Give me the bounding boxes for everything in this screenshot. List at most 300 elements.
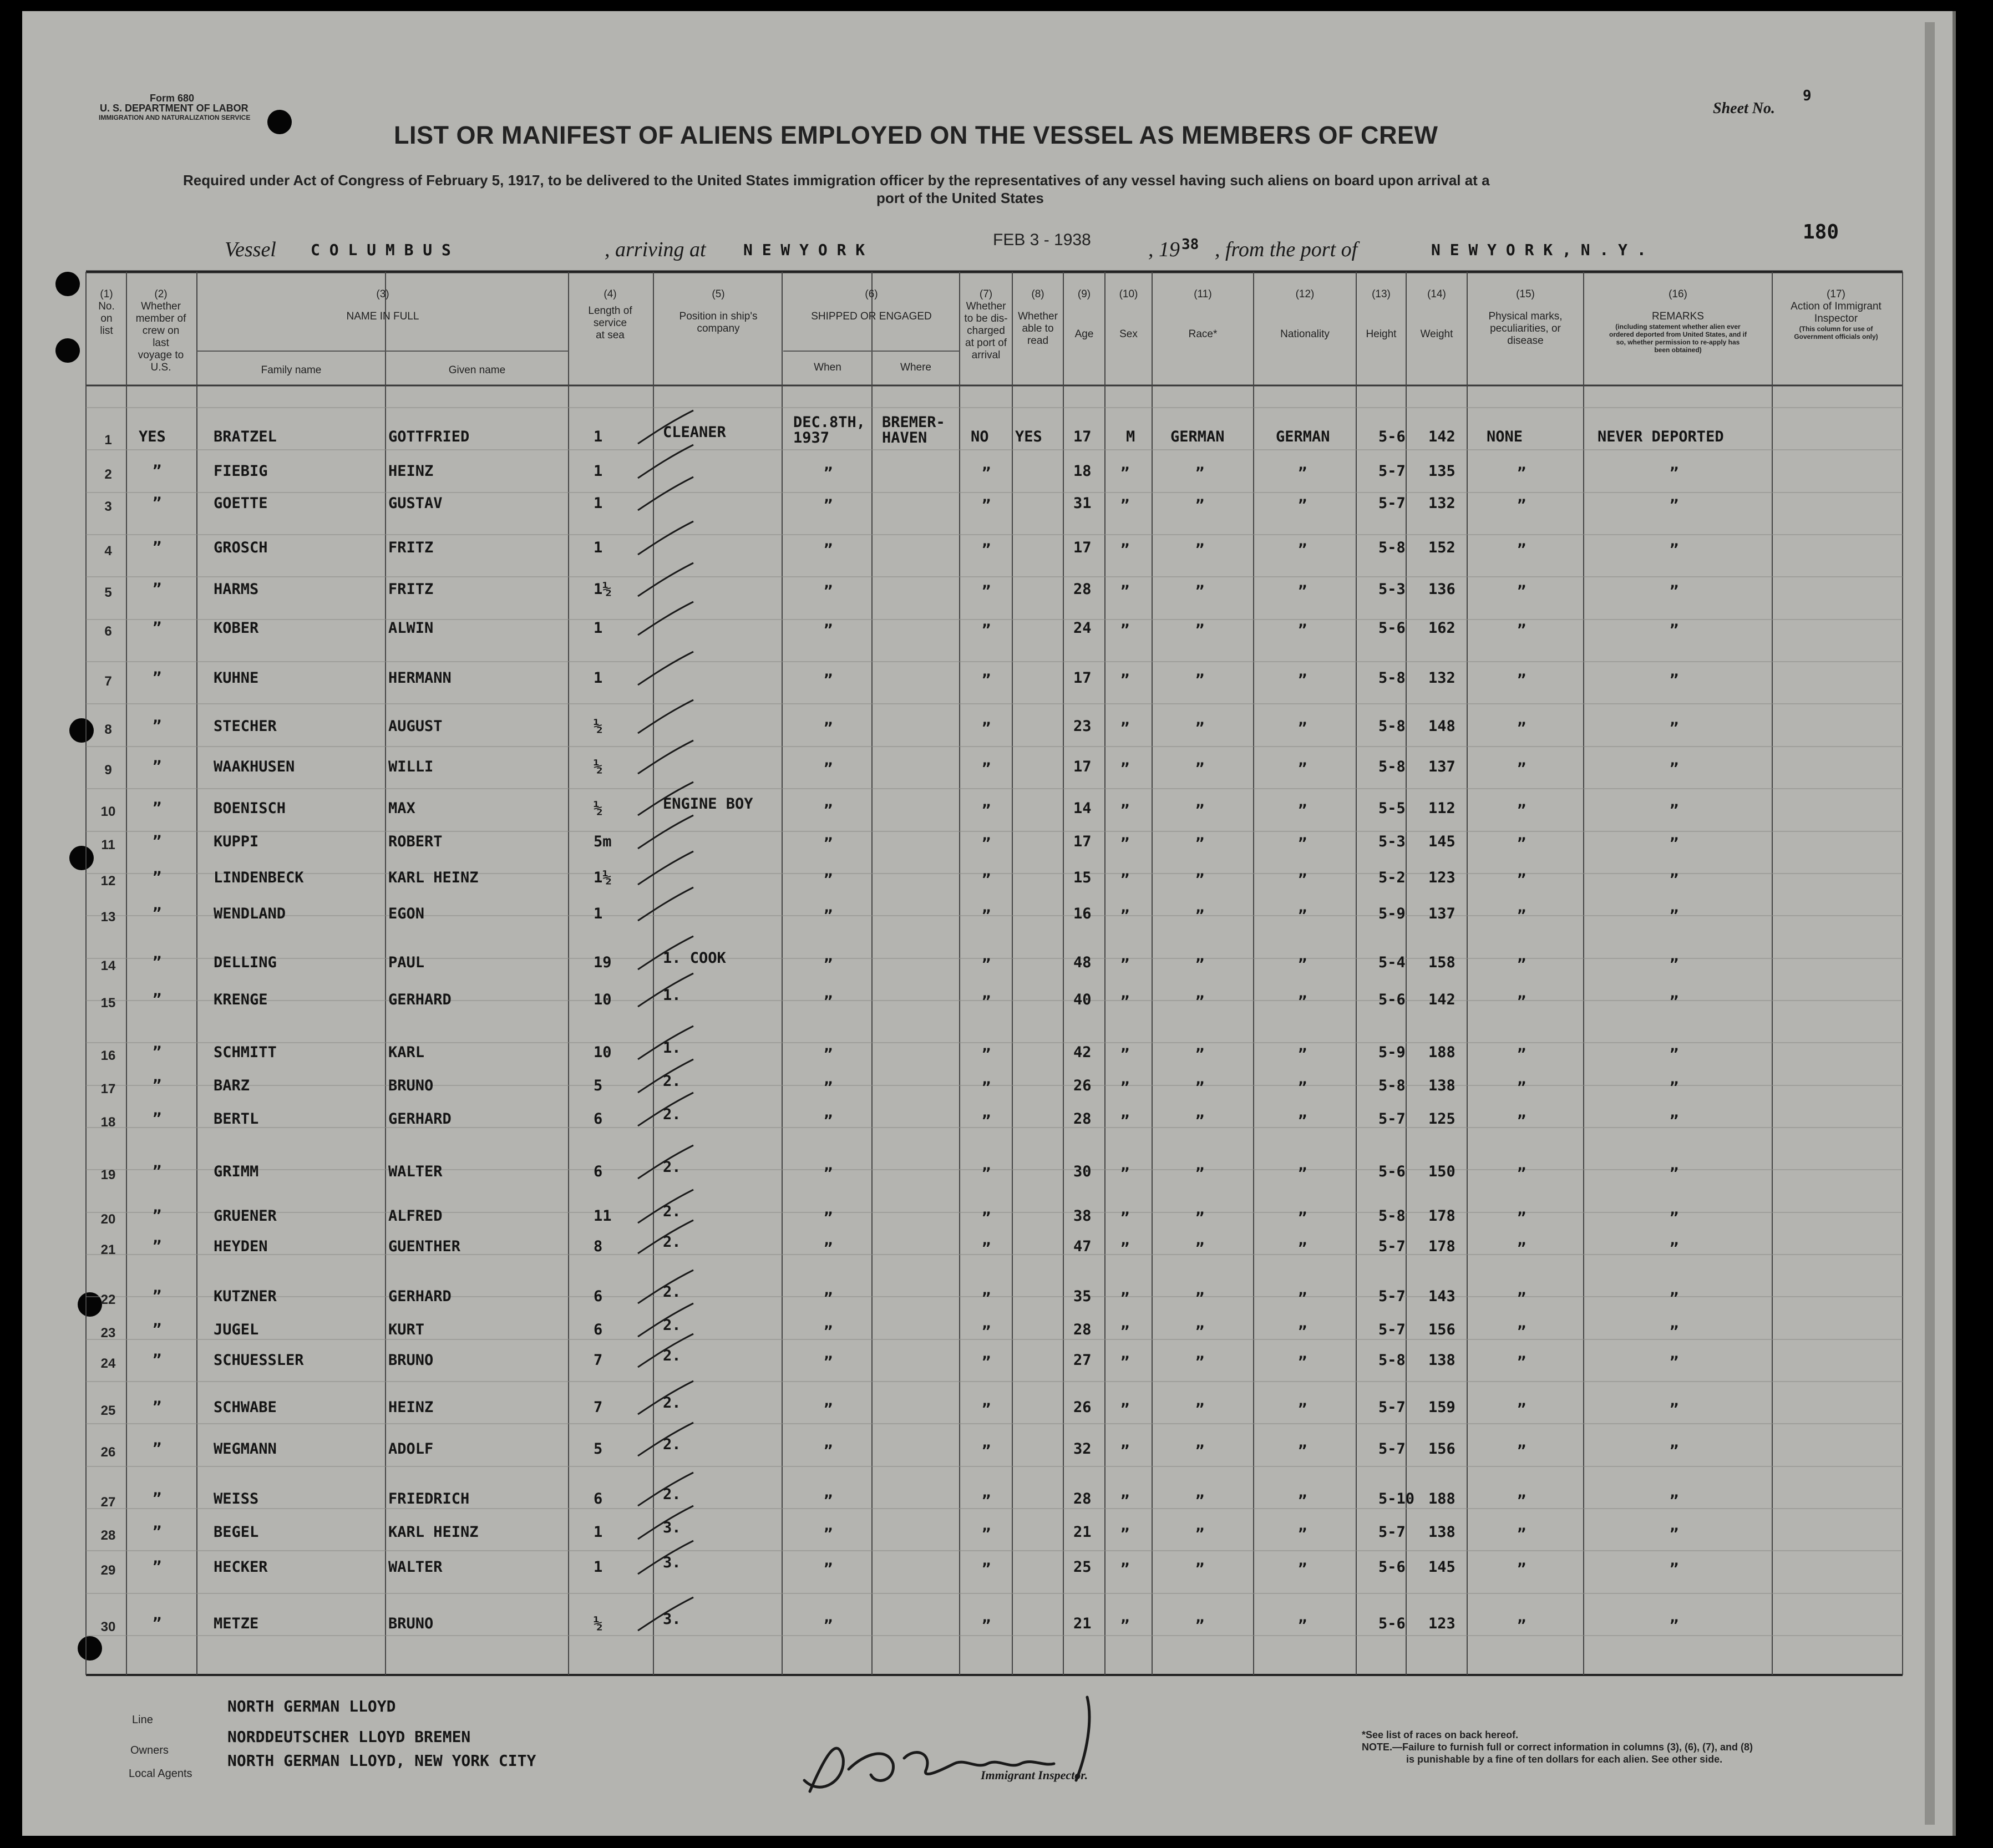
age: 17	[1073, 833, 1092, 850]
col6a-header: When	[814, 362, 841, 373]
service-length: 6	[594, 1321, 603, 1338]
physical-marks: ”	[1517, 993, 1527, 1011]
family-name: BERTL	[214, 1110, 259, 1128]
race: ”	[1195, 465, 1205, 482]
check-mark	[632, 694, 699, 739]
race: ”	[1195, 541, 1205, 559]
check-mark	[632, 1417, 699, 1461]
year-prefix: , 19	[1148, 238, 1180, 261]
age: 28	[1073, 1490, 1092, 1507]
from-port: N E W Y O R K , N . Y .	[1431, 241, 1646, 259]
page-title: LIST OR MANIFEST OF ALIENS EMPLOYED ON THE VESSEL AS MEMBERS OF CREW	[394, 121, 1438, 149]
discharged: ”	[982, 1113, 991, 1130]
physical-marks: ”	[1517, 1561, 1527, 1578]
col3b-header: Given name	[448, 364, 506, 376]
family-name: GRIMM	[214, 1163, 259, 1180]
col17-header: (17) Action of Immigrant Inspector (This column for use of Government officials only)	[1791, 288, 1882, 341]
weight: 150	[1428, 1163, 1456, 1180]
service-length: 1	[594, 495, 603, 512]
family-name: WEGMANN	[214, 1440, 277, 1458]
given-name: HEINZ	[388, 463, 434, 480]
ship-position: 2.	[663, 1347, 681, 1364]
remarks: ”	[1670, 802, 1679, 819]
check-mark	[632, 557, 699, 602]
row-number: 20	[100, 1212, 116, 1227]
weight: 143	[1428, 1288, 1456, 1305]
shipped-when: ”	[824, 1354, 833, 1371]
col6-header: (6) SHIPPED OR ENGAGED	[811, 288, 932, 322]
row-number: 29	[100, 1563, 116, 1578]
col16-header: (16) REMARKS (including statement whether alien ever ordered deported from United States, and if so, whether permission to re-apply has been obtained)	[1609, 288, 1747, 354]
sex: ”	[1120, 583, 1130, 600]
owners-value: NORDDEUTSCHER LLOYD BREMEN	[227, 1728, 471, 1746]
service-length: 19	[594, 954, 612, 971]
physical-marks: ”	[1517, 720, 1527, 737]
height: 5-3	[1378, 581, 1406, 598]
height: 5-2	[1378, 869, 1406, 886]
sex: ”	[1120, 1354, 1130, 1371]
crew-prev-voyage: ”	[153, 581, 162, 598]
col10-header: (10) Sex	[1119, 288, 1138, 340]
remarks: ”	[1670, 622, 1679, 639]
age: 32	[1073, 1440, 1092, 1458]
physical-marks: ”	[1517, 802, 1527, 819]
weight: 136	[1428, 581, 1456, 598]
service-length: 6	[594, 1163, 603, 1180]
family-name: JUGEL	[214, 1321, 259, 1338]
race: ”	[1195, 622, 1205, 639]
remarks: NEVER DEPORTED	[1598, 428, 1724, 445]
sex: ”	[1120, 1617, 1130, 1634]
shipped-when: ”	[824, 1561, 833, 1578]
shipped-when: ”	[824, 907, 833, 925]
age: 26	[1073, 1399, 1092, 1416]
race: ”	[1195, 1240, 1205, 1257]
physical-marks: ”	[1517, 1617, 1527, 1634]
physical-marks: ”	[1517, 1526, 1527, 1543]
race: ”	[1195, 1526, 1205, 1543]
discharged: ”	[982, 802, 991, 819]
family-name: KOBER	[214, 620, 259, 637]
physical-marks: ”	[1517, 1210, 1527, 1227]
family-name: LINDENBECK	[214, 869, 304, 886]
race: ”	[1195, 720, 1205, 737]
age: 24	[1073, 620, 1092, 637]
ship-position: 2.	[663, 1283, 681, 1301]
given-name: AUGUST	[388, 718, 443, 735]
weight: 123	[1428, 869, 1456, 886]
shipped-when: ”	[824, 541, 833, 559]
nationality: ”	[1298, 1079, 1307, 1096]
row-number: 23	[100, 1326, 116, 1341]
ship-position: 3.	[663, 1519, 681, 1536]
line-label: Line	[132, 1714, 153, 1726]
col1-header: (1) No. on list	[98, 288, 115, 337]
race: ”	[1195, 1323, 1205, 1341]
remarks: ”	[1670, 672, 1679, 689]
age: 27	[1073, 1352, 1092, 1369]
physical-marks: ”	[1517, 583, 1527, 600]
remarks: ”	[1670, 871, 1679, 889]
family-name: METZE	[214, 1615, 259, 1632]
crew-prev-voyage: ”	[153, 539, 162, 556]
height: 5-9	[1378, 905, 1406, 922]
given-name: EGON	[388, 905, 425, 922]
shipped-when: ”	[824, 1617, 833, 1634]
discharged: ”	[982, 541, 991, 559]
nationality: ”	[1298, 956, 1307, 973]
given-name: ADOLF	[388, 1440, 434, 1458]
weight: 132	[1428, 495, 1456, 512]
crew-prev-voyage: ”	[153, 800, 162, 817]
remarks: ”	[1670, 541, 1679, 559]
discharged: ”	[982, 672, 991, 689]
discharged: NO	[971, 428, 989, 445]
height: 5-7	[1378, 463, 1406, 480]
physical-marks: ”	[1517, 871, 1527, 889]
sex: ”	[1120, 1492, 1130, 1510]
remarks: ”	[1670, 1354, 1679, 1371]
nationality: ”	[1298, 1113, 1307, 1130]
discharged: ”	[982, 465, 991, 482]
height: 5-6	[1378, 1163, 1406, 1180]
race: ”	[1195, 835, 1205, 852]
check-mark	[632, 596, 699, 641]
given-name: WALTER	[388, 1558, 443, 1576]
row-number: 28	[100, 1528, 116, 1543]
age: 25	[1073, 1558, 1092, 1576]
race: ”	[1195, 802, 1205, 819]
ship-position: 2.	[663, 1073, 681, 1090]
physical-marks: ”	[1517, 465, 1527, 482]
weight: 148	[1428, 718, 1456, 735]
service-length: 1½	[594, 869, 612, 886]
penalty-note-line1: NOTE.—Failure to furnish full or correct information in columns (3), (6), (7), and (8)	[1362, 1742, 1753, 1753]
race: ”	[1195, 760, 1205, 778]
physical-marks: ”	[1517, 1113, 1527, 1130]
remarks: ”	[1670, 907, 1679, 925]
weight: 188	[1428, 1044, 1456, 1061]
service-length: 1	[594, 463, 603, 480]
weight: 152	[1428, 539, 1456, 556]
family-name: HEYDEN	[214, 1238, 268, 1255]
sex: ”	[1120, 1526, 1130, 1543]
vessel-name: C O L U M B U S	[311, 241, 451, 259]
department-label: U. S. DEPARTMENT OF LABOR	[100, 103, 249, 114]
discharged: ”	[982, 760, 991, 778]
page-number: 180	[1803, 221, 1839, 243]
race: ”	[1195, 993, 1205, 1011]
nationality: ”	[1298, 907, 1307, 925]
sex: ”	[1120, 760, 1130, 778]
physical-marks: ”	[1517, 497, 1527, 514]
ship-position: 3.	[663, 1611, 681, 1628]
service-length: ½	[594, 1615, 603, 1632]
crew-prev-voyage: ”	[153, 669, 162, 687]
service-length: 1	[594, 620, 603, 637]
nationality: ”	[1298, 1561, 1307, 1578]
weight: 138	[1428, 1077, 1456, 1094]
age: 48	[1073, 954, 1092, 971]
sex: ”	[1120, 802, 1130, 819]
given-name: GUSTAV	[388, 495, 443, 512]
nationality: ”	[1298, 465, 1307, 482]
remarks: ”	[1670, 993, 1679, 1011]
weight: 156	[1428, 1440, 1456, 1458]
race: ”	[1195, 1165, 1205, 1182]
family-name: SCHMITT	[214, 1044, 277, 1061]
row-number: 22	[100, 1292, 116, 1307]
remarks: ”	[1670, 1323, 1679, 1341]
shipped-when: ”	[824, 835, 833, 852]
ship-position: 2.	[663, 1436, 681, 1453]
crew-prev-voyage: ”	[153, 1399, 162, 1416]
weight: 156	[1428, 1321, 1456, 1338]
service-length: 1	[594, 905, 603, 922]
weight: 138	[1428, 1524, 1456, 1541]
discharged: ”	[982, 1240, 991, 1257]
able-to-read: YES	[1015, 428, 1042, 445]
height: 5-6	[1378, 620, 1406, 637]
family-name: STECHER	[214, 718, 277, 735]
row-number: 30	[100, 1619, 116, 1634]
age: 23	[1073, 718, 1092, 735]
family-name: WEISS	[214, 1490, 259, 1507]
discharged: ”	[982, 497, 991, 514]
remarks: ”	[1670, 1079, 1679, 1096]
race: ”	[1195, 672, 1205, 689]
shipped-when: ”	[824, 583, 833, 600]
nationality: ”	[1298, 720, 1307, 737]
shipped-when: ”	[824, 497, 833, 514]
given-name: BRUNO	[388, 1615, 434, 1632]
nationality: ”	[1298, 871, 1307, 889]
shipped-when: ”	[824, 1165, 833, 1182]
shipped-when: ”	[824, 1492, 833, 1510]
row-number: 26	[100, 1445, 116, 1460]
ship-position: 2.	[663, 1203, 681, 1220]
service-length: 6	[594, 1490, 603, 1507]
sex: ”	[1120, 1561, 1130, 1578]
discharged: ”	[982, 622, 991, 639]
weight: 188	[1428, 1490, 1456, 1507]
arriving-label: , arriving at	[605, 238, 706, 261]
check-mark	[632, 1328, 699, 1373]
date-stamp: FEB 3 - 1938	[993, 231, 1091, 249]
weight: 138	[1428, 1352, 1456, 1369]
discharged: ”	[982, 1492, 991, 1510]
crew-prev-voyage: ”	[153, 1524, 162, 1541]
crew-prev-voyage: ”	[153, 991, 162, 1008]
race: ”	[1195, 871, 1205, 889]
agents-value: NORTH GERMAN LLOYD, NEW YORK CITY	[227, 1751, 536, 1770]
service-length: 1	[594, 669, 603, 687]
ship-position: 3.	[663, 1554, 681, 1571]
remarks: ”	[1670, 760, 1679, 778]
height: 5-8	[1378, 539, 1406, 556]
height: 5-3	[1378, 833, 1406, 850]
family-name: KUHNE	[214, 669, 259, 687]
given-name: KARL	[388, 1044, 425, 1061]
service-length: 11	[594, 1207, 612, 1225]
service-length: 5	[594, 1077, 603, 1094]
race: ”	[1195, 1079, 1205, 1096]
col9-header: (9) Age	[1074, 288, 1094, 340]
height: 5-6	[1378, 428, 1406, 445]
weight: 112	[1428, 800, 1456, 817]
given-name: WALTER	[388, 1163, 443, 1180]
weight: 145	[1428, 1558, 1456, 1576]
height: 5-8	[1378, 1077, 1406, 1094]
discharged: ”	[982, 1323, 991, 1341]
given-name: FRITZ	[388, 539, 434, 556]
row-number: 13	[100, 910, 116, 925]
nationality: ”	[1298, 835, 1307, 852]
given-name: MAX	[388, 800, 415, 817]
race: ”	[1195, 907, 1205, 925]
nationality: GERMAN	[1276, 428, 1330, 445]
discharged: ”	[982, 1046, 991, 1063]
ship-position: ENGINE BOY	[663, 795, 753, 813]
nationality: ”	[1298, 1617, 1307, 1634]
height: 5-6	[1378, 1558, 1406, 1576]
sex: ”	[1120, 993, 1130, 1011]
sheet-label: Sheet No.	[1713, 100, 1775, 117]
physical-marks: ”	[1517, 1240, 1527, 1257]
shipped-when: ”	[824, 993, 833, 1011]
row-number: 9	[104, 763, 112, 778]
shipped-when: ”	[824, 672, 833, 689]
sex: ”	[1120, 720, 1130, 737]
family-name: WAAKHUSEN	[214, 758, 295, 775]
crew-prev-voyage: ”	[153, 1558, 162, 1576]
family-name: BRATZEL	[214, 428, 277, 445]
physical-marks: ”	[1517, 1046, 1527, 1063]
sex: ”	[1120, 672, 1130, 689]
shipped-when: ”	[824, 622, 833, 639]
height: 5-4	[1378, 954, 1406, 971]
family-name: KRENGE	[214, 991, 268, 1008]
nationality: ”	[1298, 993, 1307, 1011]
weight: 137	[1428, 905, 1456, 922]
service-length: 7	[594, 1352, 603, 1369]
sex: ”	[1120, 907, 1130, 925]
discharged: ”	[982, 1290, 991, 1307]
check-mark	[632, 1215, 699, 1259]
discharged: ”	[982, 1165, 991, 1182]
age: 35	[1073, 1288, 1092, 1305]
family-name: GRUENER	[214, 1207, 277, 1225]
row-number: 11	[101, 837, 115, 852]
discharged: ”	[982, 871, 991, 889]
remarks: ”	[1670, 1046, 1679, 1063]
shipped-where: BREMER-HAVEN	[882, 414, 945, 446]
crew-prev-voyage: ”	[153, 1163, 162, 1180]
height: 5-8	[1378, 758, 1406, 775]
height: 5-7	[1378, 1440, 1406, 1458]
remarks: ”	[1670, 1561, 1679, 1578]
height: 5-7	[1378, 495, 1406, 512]
given-name: KARL HEINZ	[388, 1524, 479, 1541]
race: ”	[1195, 1046, 1205, 1063]
given-name: GUENTHER	[388, 1238, 461, 1255]
service-length: 1	[594, 539, 603, 556]
discharged: ”	[982, 1210, 991, 1227]
sheet-number: 9	[1803, 88, 1812, 104]
family-name: KUTZNER	[214, 1288, 277, 1305]
crew-prev-voyage: ”	[153, 495, 162, 512]
physical-marks: ”	[1517, 1323, 1527, 1341]
family-name: BEGEL	[214, 1524, 259, 1541]
physical-marks: NONE	[1487, 428, 1523, 445]
row-number: 18	[100, 1115, 116, 1130]
nationality: ”	[1298, 672, 1307, 689]
family-name: GOETTE	[214, 495, 268, 512]
nationality: ”	[1298, 1046, 1307, 1063]
physical-marks: ”	[1517, 1492, 1527, 1510]
weight: 178	[1428, 1238, 1456, 1255]
nationality: ”	[1298, 622, 1307, 639]
family-name: HECKER	[214, 1558, 268, 1576]
height: 5-8	[1378, 669, 1406, 687]
check-mark	[632, 516, 699, 560]
col11-header: (11) Race*	[1188, 288, 1218, 340]
row-number: 6	[104, 624, 112, 639]
discharged: ”	[982, 583, 991, 600]
nationality: ”	[1298, 1290, 1307, 1307]
remarks: ”	[1670, 583, 1679, 600]
col2-header: (2) Whether member of crew on last voyage to U.S.	[135, 288, 186, 373]
discharged: ”	[982, 1401, 991, 1418]
age: 28	[1073, 581, 1092, 598]
physical-marks: ”	[1517, 1290, 1527, 1307]
sex: ”	[1120, 1240, 1130, 1257]
sex: M	[1126, 428, 1135, 445]
remarks: ”	[1670, 1526, 1679, 1543]
remarks: ”	[1670, 1290, 1679, 1307]
nationality: ”	[1298, 1401, 1307, 1418]
ship-position: 2.	[663, 1394, 681, 1412]
crew-prev-voyage: ”	[153, 718, 162, 735]
age: 15	[1073, 869, 1092, 886]
discharged: ”	[982, 1617, 991, 1634]
weight: 158	[1428, 954, 1456, 971]
given-name: KARL HEINZ	[388, 869, 479, 886]
row-number: 3	[104, 499, 112, 514]
shipped-when: DEC.8TH, 1937	[793, 414, 866, 446]
physical-marks: ”	[1517, 835, 1527, 852]
remarks: ”	[1670, 1240, 1679, 1257]
remarks: ”	[1670, 1210, 1679, 1227]
col6b-header: Where	[900, 362, 931, 373]
shipped-when: ”	[824, 1113, 833, 1130]
height: 5-7	[1378, 1110, 1406, 1128]
height: 5-9	[1378, 1044, 1406, 1061]
row-number: 16	[100, 1048, 116, 1063]
row-number: 27	[100, 1495, 116, 1510]
age: 40	[1073, 991, 1092, 1008]
age: 17	[1073, 758, 1092, 775]
form-number: Form 680	[150, 93, 195, 104]
row-number: 10	[100, 804, 116, 819]
col5-header: (5) Position in ship's company	[679, 288, 758, 334]
crew-prev-voyage: YES	[139, 428, 166, 445]
races-note: *See list of races on back hereof.	[1362, 1729, 1519, 1740]
discharged: ”	[982, 1079, 991, 1096]
height: 5-5	[1378, 800, 1406, 817]
remarks: ”	[1670, 497, 1679, 514]
check-mark	[632, 1535, 699, 1580]
